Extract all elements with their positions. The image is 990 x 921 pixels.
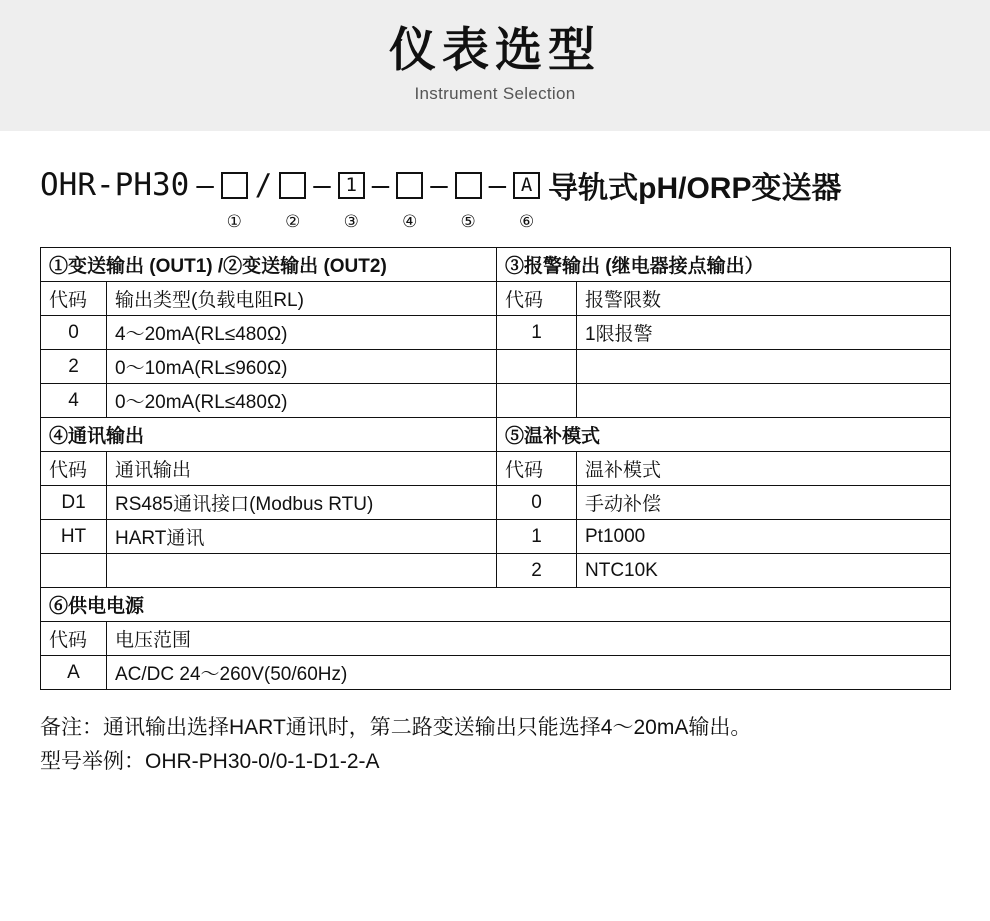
page-title-cn: 仪表选型 xyxy=(389,23,601,76)
temp-desc-0: 手动补偿 xyxy=(577,486,951,520)
table-row xyxy=(41,418,951,452)
page-content xyxy=(0,163,990,777)
model-box-2[interactable] xyxy=(279,172,306,199)
temp-code-1: 1 xyxy=(497,520,577,554)
output-desc-0: 4～20mA(RL≤480Ω) xyxy=(107,316,497,350)
table-row xyxy=(41,452,951,486)
marker-3: ③ xyxy=(343,212,359,231)
table-row xyxy=(41,384,951,418)
model-box-4[interactable] xyxy=(396,172,423,199)
header-comm-output: 通讯输出 xyxy=(107,452,497,486)
alarm-desc-blank-2 xyxy=(577,384,951,418)
header-code-temp: 代码 xyxy=(497,452,577,486)
marker-1: ① xyxy=(226,212,242,231)
comm-desc-ht: HART通讯 xyxy=(107,520,497,554)
table-row xyxy=(41,248,951,282)
section-title-comm: ④通讯输出 xyxy=(41,418,497,452)
alarm-code-blank-2 xyxy=(497,384,577,418)
marker-2: ② xyxy=(285,212,301,231)
notes-block xyxy=(40,712,950,777)
model-dash-1: – xyxy=(196,168,214,202)
table-row xyxy=(41,486,951,520)
table-row xyxy=(41,588,951,622)
power-code-a: A xyxy=(41,656,107,690)
model-product-name: 导轨式pH/ORP变送器 xyxy=(548,172,842,205)
comm-code-blank xyxy=(41,554,107,588)
section-title-temp: ⑤温补模式 xyxy=(497,418,951,452)
temp-code-2: 2 xyxy=(497,554,577,588)
temp-code-0: 0 xyxy=(497,486,577,520)
alarm-code-blank-1 xyxy=(497,350,577,384)
output-code-0: 0 xyxy=(41,316,107,350)
comm-code-d1: D1 xyxy=(41,486,107,520)
note-line-1: 备注：通讯输出选择HART通讯时，第二路变送输出只能选择4～20mA输出。 xyxy=(40,716,752,739)
header-alarm-limit: 报警限数 xyxy=(577,282,951,316)
header-temp-mode: 温补模式 xyxy=(577,452,951,486)
model-code-builder xyxy=(40,163,950,241)
model-marker-row xyxy=(40,209,950,235)
model-box-6[interactable]: A xyxy=(513,172,540,199)
temp-desc-2: NTC10K xyxy=(577,554,951,588)
page-header xyxy=(0,0,990,131)
model-code-row xyxy=(40,163,950,207)
header-code-power: 代码 xyxy=(41,622,107,656)
header-output-type: 输出类型(负载电阻RL) xyxy=(107,282,497,316)
header-code-comm: 代码 xyxy=(41,452,107,486)
comm-desc-blank xyxy=(107,554,497,588)
model-dash-2: – xyxy=(313,168,331,202)
alarm-code-1: 1 xyxy=(497,316,577,350)
selection-table xyxy=(40,247,951,690)
output-code-4: 4 xyxy=(41,384,107,418)
marker-5: ⑤ xyxy=(460,212,476,231)
note-line-2: 型号举例：OHR-PH30-0/0-1-D1-2-A xyxy=(40,749,380,773)
table-row xyxy=(41,316,951,350)
model-dash-5: – xyxy=(488,168,507,202)
header-code-alarm: 代码 xyxy=(497,282,577,316)
model-dash-3: – xyxy=(371,168,390,202)
header-code-output: 代码 xyxy=(41,282,107,316)
model-box-3[interactable]: 1 xyxy=(338,172,365,199)
section-title-power: ⑥供电电源 xyxy=(41,588,951,622)
marker-6: ⑥ xyxy=(519,212,535,231)
table-row xyxy=(41,282,951,316)
model-box-1[interactable] xyxy=(221,172,248,199)
table-row xyxy=(41,350,951,384)
model-slash: / xyxy=(254,168,273,202)
table-row xyxy=(41,656,951,690)
power-desc-a: AC/DC 24～260V(50/60Hz) xyxy=(107,656,951,690)
table-row xyxy=(41,554,951,588)
alarm-desc-blank-1 xyxy=(577,350,951,384)
output-desc-2: 0～10mA(RL≤960Ω) xyxy=(107,350,497,384)
header-voltage-range: 电压范围 xyxy=(107,622,951,656)
page-title-en: Instrument Selection xyxy=(414,83,576,103)
section-title-output: ①变送输出 (OUT1) /②变送输出 (OUT2) xyxy=(41,248,497,282)
comm-desc-d1: RS485通讯接口(Modbus RTU) xyxy=(107,486,497,520)
table-row xyxy=(41,622,951,656)
temp-desc-1: Pt1000 xyxy=(577,520,951,554)
model-prefix: OHR-PH30 xyxy=(40,167,190,203)
model-dash-4: – xyxy=(430,168,448,202)
section-title-alarm: ③报警输出 (继电器接点输出） xyxy=(497,248,951,282)
model-box-5[interactable] xyxy=(455,172,482,199)
output-code-2: 2 xyxy=(41,350,107,384)
marker-4: ④ xyxy=(402,212,418,231)
table-row xyxy=(41,520,951,554)
output-desc-4: 0～20mA(RL≤480Ω) xyxy=(107,384,497,418)
alarm-desc-1: 1限报警 xyxy=(577,316,951,350)
comm-code-ht: HT xyxy=(41,520,107,554)
